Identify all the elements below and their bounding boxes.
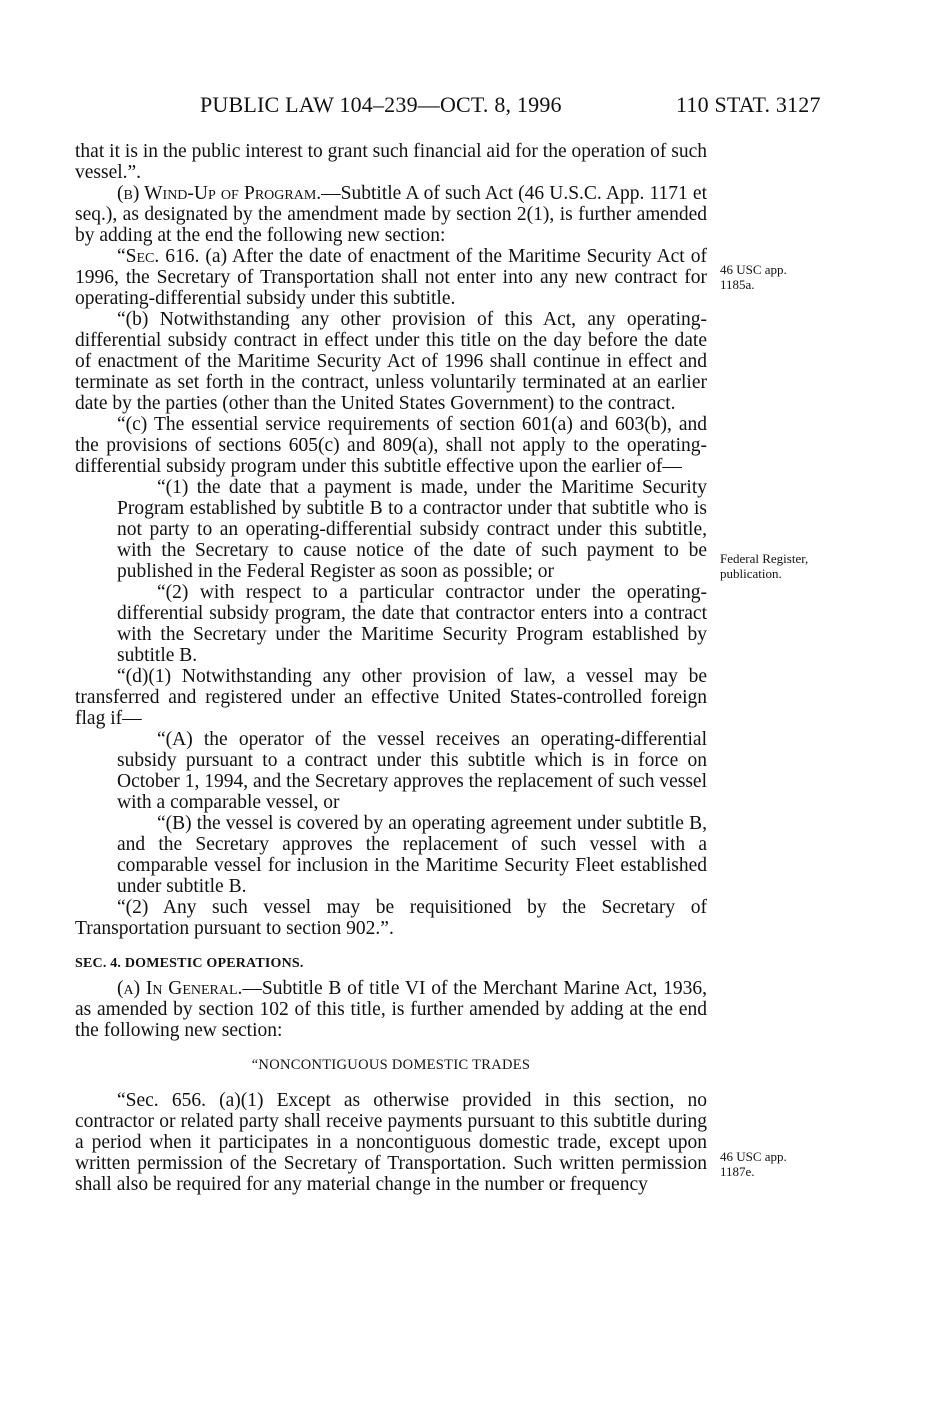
paragraph-616-d-1-a: “(A) the operator of the vessel receives an operating-differential subsidy pursuant to a contract under this subtitle which is in force on October 1, 1994, and the Secretary approves the replacement of such vessel with a comparable vessel, or (117, 729, 707, 813)
header-stat-page: 110 STAT. 3127 (676, 92, 821, 117)
paragraph-continuation: that it is in the public interest to grant such financial aid for the operation of such vessel.”. (75, 141, 707, 183)
paragraph-wind-up: (b) Wind-Up of Program.—Subtitle A of such Act (46 U.S.C. App. 1171 et seq.), as designated by the amendment made by section 2(1), is further amended by adding at the end the following new section: (75, 183, 707, 246)
paragraph-616-c-2: “(2) with respect to a particular contractor under the operating-differential subsidy program, the date that contractor enters into a contract with the Secretary under the Maritime Security Program established by subtitle B. (117, 582, 707, 666)
running-header (0, 92, 948, 122)
margin-note-1185a: 46 USC app. 1185a. (720, 262, 787, 292)
paragraph-616-c: “(c) The essential service requirements of section 601(a) and 603(b), and the provisions of sections 605(c) and 809(a), shall not apply to the operating-differential subsidy program under this subtitle effective upon the earlier of— (75, 414, 707, 477)
in-general-heading: (a) In General. (117, 978, 243, 999)
paragraph-sec-616: “Sec. 616. (a) After the date of enactment of the Maritime Security Act of 1996, the Secretary of Transportation shall not enter into any new contract for operating-differential subsidy under this subtitle. (75, 246, 707, 309)
paragraph-sec-656: “Sec. 656. (a)(1) Except as otherwise provided in this section, no contractor or related party shall receive payments pursuant to this subtitle during a period when it participates in a noncontiguous domestic trade, except upon written permission of the Secretary of Transportation. Such written permission shall also be required for any material change in the number or frequency (75, 1090, 707, 1195)
paragraph-sec-4-a: (a) In General.—Subtitle B of title VI of the Merchant Marine Act, 1936, as amended by section 102 of this title, is further amended by adding at the end the following new section: (75, 978, 707, 1041)
noncontiguous-heading: “NONCONTIGUOUS DOMESTIC TRADES (251, 1057, 531, 1073)
margin-note-federal-register: Federal Register, publication. (720, 551, 809, 581)
section-4-heading: SEC. 4. DOMESTIC OPERATIONS. (75, 956, 304, 971)
paragraph-616-c-1: “(1) the date that a payment is made, under the Maritime Security Program established by subtitle B to a contractor under that subtitle who is not party to an operating-differential subsidy contract under this subtitle, with the Secretary to cause notice of the date of such payment to be published in the Federal Register as soon as possible; or (117, 477, 707, 582)
wind-up-heading: (b) Wind-Up of Program. (117, 183, 322, 204)
paragraph-616-d-1-b: “(B) the vessel is covered by an operating agreement under subtitle B, and the Secretary approves the replacement of such vessel with a comparable vessel for inclusion in the Maritime Security Fleet established under subtitle B. (117, 813, 707, 897)
paragraph-616-d-2: “(2) Any such vessel may be requisitioned by the Secretary of Transportation pursuant to section 902.”. (75, 897, 707, 939)
body-text (75, 141, 707, 1195)
header-public-law: PUBLIC LAW 104–239—OCT. 8, 1996 (200, 92, 562, 117)
paragraph-616-b: “(b) Notwithstanding any other provision of this Act, any operating-differential subsidy contract in effect under this title on the day before the date of enactment of the Maritime Security Act of 1996 shall continue in effect and terminate as set forth in the contract, unless voluntarily terminated at an earlier date by the parties (other than the United States Government) to the contract. (75, 309, 707, 414)
paragraph-616-d-1: “(d)(1) Notwithstanding any other provision of law, a vessel may be transferred and registered under an effective United States-controlled foreign flag if— (75, 666, 707, 729)
margin-note-1187e: 46 USC app. 1187e. (720, 1149, 787, 1179)
